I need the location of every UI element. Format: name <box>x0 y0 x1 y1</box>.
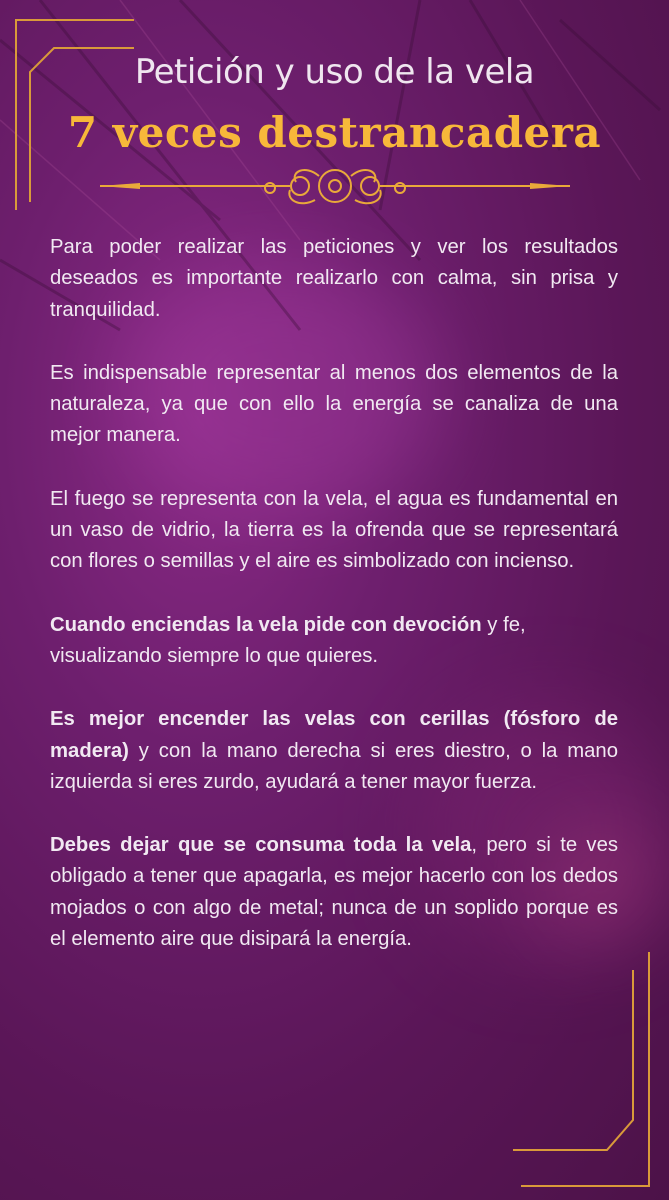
instructions-body <box>50 232 618 987</box>
paragraph: Debes dejar que se consuma toda la vela, pero si te ves obligado a tener que apagarla, es mejor hacerlo con los dedos mojados o con algo de metal; nunca de un soplido porque es el elemento aire que disipará la energía. <box>50 834 618 951</box>
page-subtitle: Petición y uso de la vela <box>134 52 535 92</box>
paragraph: El fuego se representa con la vela, el agua es fundamental en un vaso de vidrio, la tierra es la ofrenda que se representará con flores o semillas y el aire es simbolizado con incienso. <box>50 487 618 573</box>
paragraph: Es indispensable representar al menos dos elementos de la naturaleza, ya que con ello la energía se canaliza de una mejor manera. <box>50 361 618 447</box>
paragraph-emphasis: Es mejor encender las velas con cerillas (fósforo de madera) <box>50 708 618 762</box>
paragraph: Cuando enciendas la vela pide con devoción y fe, visualizando siempre lo que quieres. <box>50 613 526 667</box>
title-divider-ornament <box>100 160 570 212</box>
paragraph-emphasis: Debes dejar que se consuma toda la vela <box>50 834 472 857</box>
paragraph: Es mejor encender las velas con cerillas (fósforo de madera) y con la mano derecha si eres diestro, o la mano izquierda si eres zurdo, ayudará a tener mayor fuerza. <box>50 708 618 793</box>
page-title: 7 veces destrancadera <box>67 108 602 157</box>
paragraph: Para poder realizar las peticiones y ver los resultados deseados es importante realizarlo con calma, sin prisa y tranquilidad. <box>50 236 618 321</box>
paragraph-emphasis: Cuando enciendas la vela pide con devoción <box>50 613 482 636</box>
